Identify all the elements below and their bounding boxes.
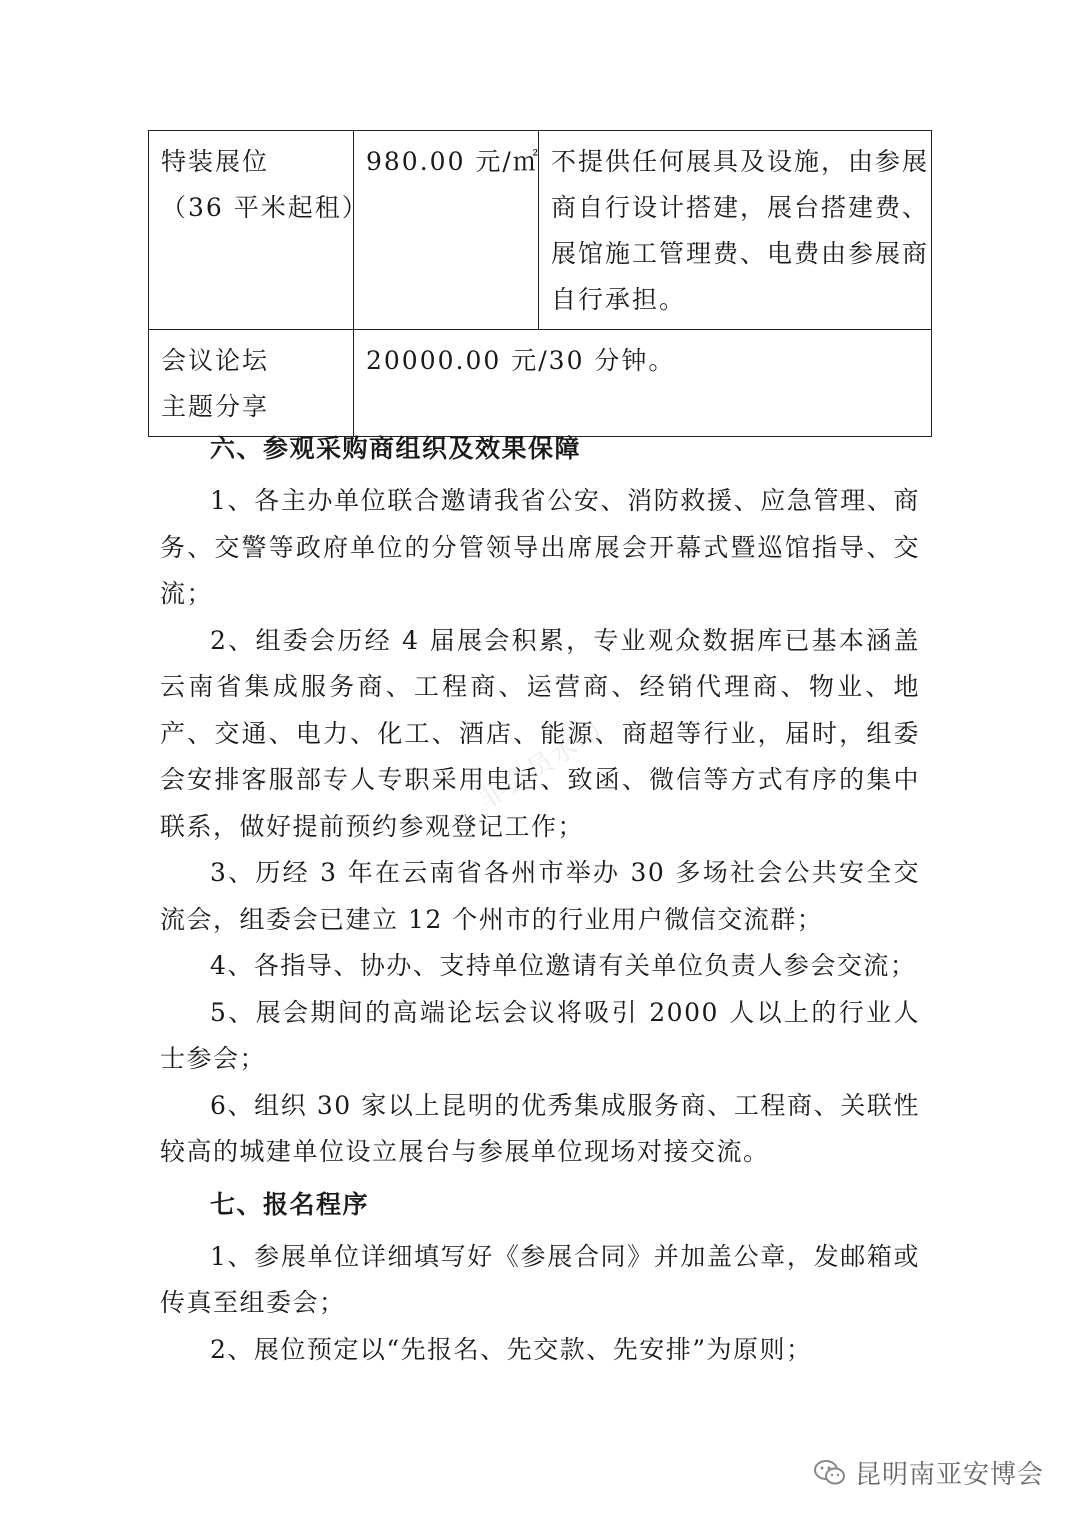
paragraph: 1、参展单位详细填写好《参展合同》并加盖公章，发邮箱或传真至组委会；: [160, 1241, 920, 1317]
booth-desc-line: 自行承担。: [551, 285, 687, 314]
paragraph: 5、展会期间的高端论坛会议将吸引 2000 人以上的行业人士参会；: [160, 997, 920, 1073]
table-cell: [354, 131, 539, 330]
brand-name: 昆明南亚安博会: [854, 1460, 1044, 1490]
paragraph: 3、历经 3 年在云南省各州市举办 30 多场社会公共安全交流会，组委会已建立 12 个州市的行业用户微信交流群；: [160, 858, 920, 934]
booth-desc-line: 不提供任何展具及设施，由参展: [551, 147, 930, 176]
paragraph: 6、组织 30 家以上昆明的优秀集成服务商、工程商、关联性较高的城建单位设立展台与参展单位现场对接交流。: [160, 1090, 920, 1166]
paragraph: 2、组委会历经 4 届展会积累，专业观众数据库已基本涵盖云南省集成服务商、工程商、运营商、经销代理商、物业、地产、交通、电力、化工、酒店、能源、商超等行业，届时，组委会安排客服部专人专职采用电话、致函、微信等方式有序的集中联系，做好提前预约参观登记工作；: [160, 625, 920, 841]
booth-type: 特装展位: [161, 147, 270, 176]
forum-type: 会议论坛: [161, 346, 270, 375]
table-row: [149, 131, 932, 330]
forum-type-line2: 主题分享: [161, 392, 270, 421]
footer-brand: [813, 1454, 1044, 1491]
paragraph: 1、各主办单位联合邀请我省公安、消防救援、应急管理、商务、交警等政府单位的分管领导出席展会开幕式暨巡馆指导、交流；: [160, 486, 920, 608]
table-cell: [149, 131, 369, 330]
document-body: [160, 420, 920, 1373]
table-cell: [539, 131, 932, 330]
paragraph: 2、展位预定以“先报名、先交款、先安排”为原则；: [210, 1334, 813, 1364]
price-table: [148, 130, 932, 437]
watermark: 非会员水印: [474, 715, 609, 816]
booth-desc-line: 展馆施工管理费、电费由参展商: [551, 239, 930, 268]
section-heading: 七、报名程序: [210, 1189, 370, 1219]
booth-note: （36 平米起租）: [161, 193, 369, 222]
booth-price: 980.00 元/㎡: [366, 147, 540, 176]
booth-desc-line: 商自行设计搭建，展台搭建费、: [551, 193, 930, 222]
forum-price: 20000.00 元/30 分钟。: [366, 346, 676, 375]
paragraph: 4、各指导、协办、支持单位邀请有关单位负责人参会交流；: [210, 951, 917, 980]
section-heading: 六、参观采购商组织及效果保障: [210, 434, 582, 463]
wechat-icon: [813, 1458, 847, 1488]
